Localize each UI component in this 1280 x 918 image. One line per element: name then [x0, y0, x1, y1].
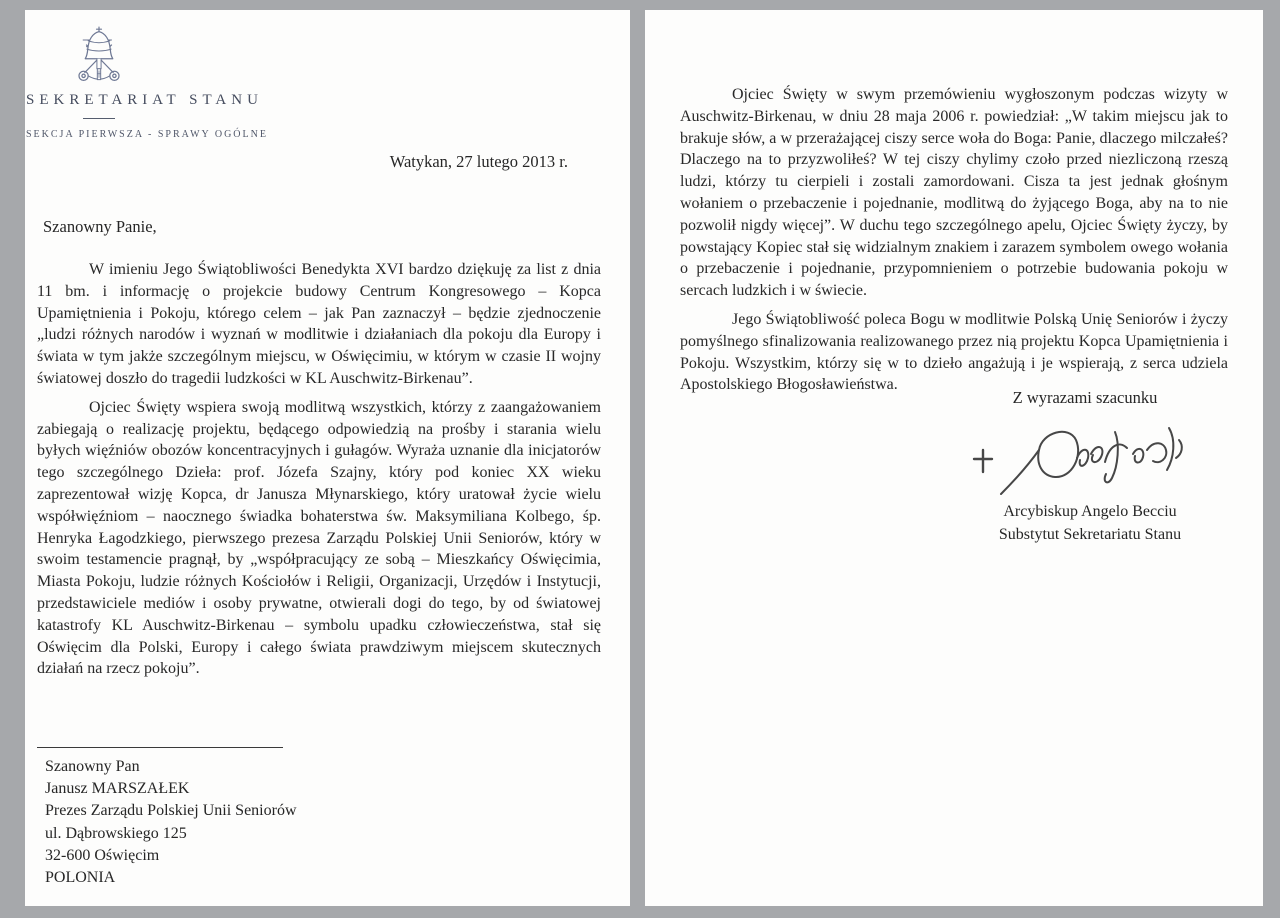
recipient-line: Janusz MARSZAŁEK — [45, 780, 190, 798]
paragraph: Jego Świątobliwość poleca Bogu w modlitwie Polską Unię Seniorów i życzy pomyślnego sfinalizowania realizowanego przez nią projektu Kopca Upamiętnienia i Pokoju. Wszystkim, którzy się w to dzieło angażują i je wspierają, z serca udziela Apostolskiego Błogosławieństwa. — [680, 310, 1228, 394]
dateline: Watykan, 27 lutego 2013 r. — [389, 152, 568, 171]
recipient-address-block — [45, 756, 297, 889]
signer-name: Arcybiskup Angelo Becciu — [1003, 503, 1177, 520]
paragraph: Ojciec Święty wspiera swoją modlitwą wszystkich, którzy z zaangażowaniem zabiegają o realizację projektu, będącego odpowiedzią na prośby i starania wielu byłych więźniów obozów koncentracyjnych i gułagów. Wyraża uznanie dla inicjatorów tego szczególnego Dzieła: prof. Józefa Szajny, który pod koniec XX wieku zaprezentował wizję Kopca, dr Janusza Młynarskiego, który uratował życie wielu współwięźniom – naocznego świadka bohaterstwa św. Maksymiliana Kolbego, śp. Henryka Łagodzkiego, pierwszego prezesa Zarządu Polskiej Unii Seniorów, który w swoim testamencie pragnął, by „współpracujący ze sobą – Mieszkańcy Oświęcimia, Miasta Pokoju, ludzie różnych Kościołów i Religii, Organizacji, Urzędów i Instytucji, przedstawiciele mediów i osoby prywatne, otwierali dogi do tego, by od światowej katastrofy KL Auschwitz-Birkenau – symbolu upadku człowieczeństwa, stał się Oświęcim dla Polski, Europy i całego świata prawdziwym miejscem skutecznych działań na rzecz pokoju”. — [37, 398, 601, 678]
recipient-separator-line — [37, 747, 283, 748]
vatican-emblem-icon — [74, 21, 124, 89]
recipient-line: Prezes Zarządu Polskiej Unii Seniorów — [45, 802, 297, 820]
letter-page-2 — [645, 10, 1263, 906]
letter-page-1 — [25, 10, 630, 906]
recipient-line: ul. Dąbrowskiego 125 — [45, 824, 187, 842]
letter-body-page-1 — [37, 259, 601, 687]
paragraph: W imieniu Jego Świątobliwości Benedykta XVI bardzo dziękuję za list z dnia 11 bm. i informację o projekcie budowy Centrum Kongresowego – Kopca Upamiętnienia i Pokoju, którego celem – jak Pan zaznaczył – będzie zjednoczenie „ludzi różnych narodów i wyznań w modlitwie i działaniach dla pokoju dla Europy i świata w tym jakże szczególnym miejscu, w Oświęcimiu, w którym w czasie II wojny światowej doszło do tragedii ludzkości w KL Auschwitz-Birkenau”. — [37, 261, 601, 387]
recipient-line: 32-600 Oświęcim — [45, 846, 160, 864]
letterhead-org-name: SEKRETARIAT STANU — [26, 92, 263, 108]
handwritten-signature — [957, 420, 1207, 500]
paragraph: Ojciec Święty w swym przemówieniu wygłoszonym podczas wizyty w Auschwitz-Birkenau, w dniu 28 maja 2006 r. powiedział: „W takim miejscu jak to brakuje słów, a w przerażającej ciszy serce woła do Boga: Panie, dlaczego milczałeś? Dlaczego na to przyzwoliłeś? W tej ciszy chylimy czoło przed niezliczoną rzeszą ludzi, którzy tu cierpieli i zostali zamordowani. Cisza ta jest jednak głośnym wołaniem o przebaczenie i pojednanie, modlitwą do żyjącego Boga, aby na to nie pozwolił nigdy więcej”. W duchu tego szczególnego apelu, Ojciec Święty życzy, by powstający Kopiec stał się widzialnym znakiem i zarazem symbolem owego wołania o przebaczenie i pojednanie, przypomnieniem o potrzebie budowania pokoju w sercach ludzkich i w świecie. — [680, 86, 1228, 300]
salutation: Szanowny Panie, — [43, 217, 157, 236]
letterhead-divider — [83, 118, 115, 119]
recipient-line: POLONIA — [45, 869, 116, 887]
recipient-line: Szanowny Pan — [45, 758, 140, 775]
closing-valediction: Z wyrazami szacunku — [1012, 388, 1158, 407]
letterhead-dept-name: SEKCJA PIERWSZA - SPRAWY OGÓLNE — [26, 129, 268, 140]
signature-block — [960, 500, 1220, 546]
signer-title: Substytut Sekretariatu Stanu — [998, 526, 1182, 543]
letter-body-page-2 — [680, 84, 1228, 403]
